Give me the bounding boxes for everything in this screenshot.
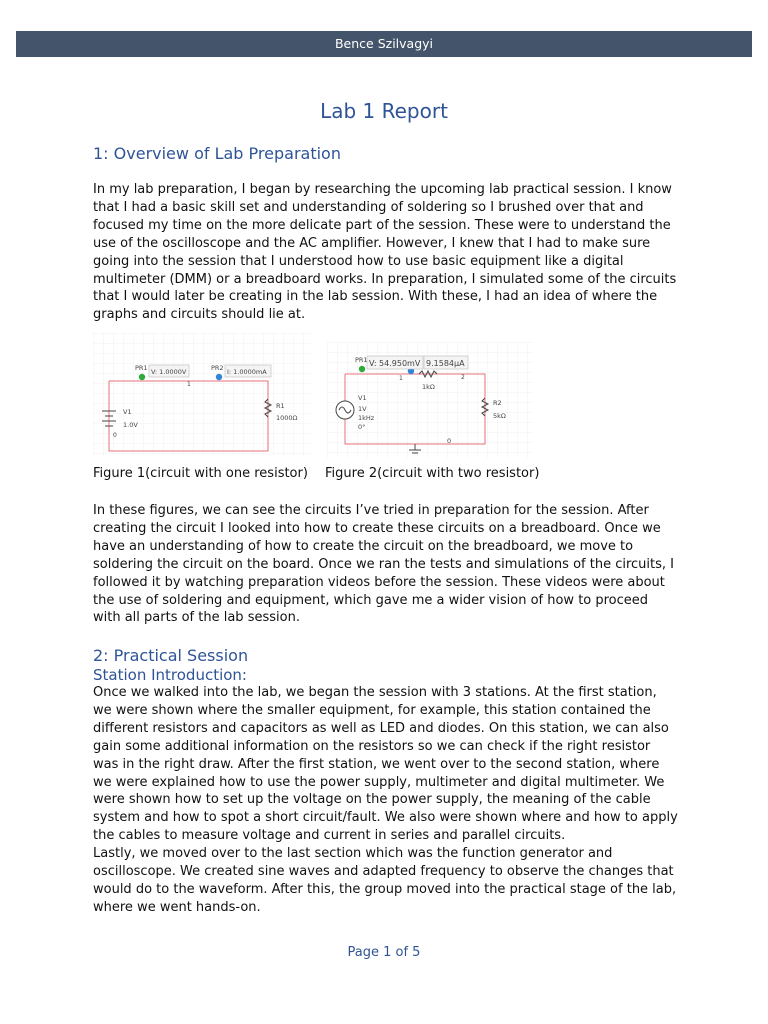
section-2-paragraph-1: Once we walked into the lab, we began the session with 3 stations. At the first station, we were shown where the smaller equipment, for example, this station contained the different resistors and capacitors as well as LED and diodes. On this station, we can also gain some additional information on the resistors so we can check if the right resistor was in the right draw. After the first station, we went over to the second station, where we were explained how to use the power supply, multimeter and digital multimeter. We were shown how to set up the voltage on the power supply, the meaning of the cable system and how to spot a short circuit/fault. We also were shown where and how to apply the cables to measure voltage and current in series and parallel circuits. bbox=[93, 685, 678, 844]
station-introduction-heading: Station Introduction: bbox=[93, 666, 247, 684]
figure-1-circuit bbox=[93, 333, 311, 455]
document-title: Lab 1 Report bbox=[320, 99, 448, 123]
figure-1-caption: Figure 1(circuit with one resistor) bbox=[93, 466, 308, 481]
fig1-node-1: 1 bbox=[187, 381, 191, 388]
section-1-paragraph-2: In these figures, we can see the circuits I’ve tried in preparation for the session. After creating the circuit I looked into how to create these circuits on a breadboard. Once we have an understanding of how to create the circuit on the breadboard, we move to soldering the circuit on the board. Once we ran the tests and simulations of the circuits, I followed it by watching preparation videos before the session. These videos were about the use of soldering and equipment, which gave me a wider vision of how to proceed with all parts of the lab session. bbox=[93, 503, 674, 626]
fig1-probe1-label: PR1 bbox=[135, 364, 148, 372]
fig1-resistor-value: 1000Ω bbox=[276, 414, 298, 422]
fig2-probe1-value: V: 54.950mV bbox=[369, 359, 421, 368]
figure-2-caption: Figure 2(circuit with two resistor) bbox=[325, 466, 540, 481]
fig2-source-label: V1 bbox=[358, 394, 367, 402]
page-header bbox=[16, 31, 752, 57]
fig2-node-2: 2 bbox=[461, 374, 465, 381]
fig2-node-1: 1 bbox=[399, 375, 403, 382]
fig2-probe2-value: 9.1584µA bbox=[426, 359, 465, 368]
fig1-source-label: V1 bbox=[123, 408, 132, 416]
fig2-source-voltage: 1V bbox=[358, 405, 367, 413]
fig2-r1-value: 1kΩ bbox=[422, 383, 435, 391]
fig2-resistor-label: R2 bbox=[493, 399, 502, 407]
fig2-resistor-value: 5kΩ bbox=[493, 412, 506, 420]
fig2-source-frequency: 1kHz bbox=[358, 414, 375, 422]
page-number: Page 1 of 5 bbox=[347, 945, 421, 960]
author-name: Bence Szilvagyi bbox=[334, 36, 434, 51]
fig1-probe2-label: PR2 bbox=[211, 364, 224, 372]
section-1-heading: 1: Overview of Lab Preparation bbox=[93, 144, 341, 163]
fig1-resistor-label: R1 bbox=[276, 402, 285, 410]
section-1-paragraph-1: In my lab preparation, I began by researching the upcoming lab practical session. I know that I had a basic skill set and understanding of soldering so I brushed over that and focused my time on the more delicate part of the session. These were to understand the use of the oscilloscope and the AC amplifier. However, I knew that I had to make sure going into the session that I understood how to use basic equipment like a digital multimeter (DMM) or a breadboard works. In preparation, I simulated some of the circuits that I would later be creating in the lab session. With these, I had an idea of where the graphs and circuits should lie at. bbox=[93, 182, 677, 323]
fig2-node-0: 0 bbox=[447, 437, 452, 445]
section-2-paragraph-2: Lastly, we moved over to the last section which was the function generator and oscilloscope. We created sine waves and adapted frequency to observe the changes that would do to the waveform. After this, the group moved into the practical stage of the lab, where we went hands-on. bbox=[93, 846, 677, 915]
section-2-heading: 2: Practical Session bbox=[93, 646, 249, 665]
fig2-probe1-label: PR1 bbox=[355, 356, 368, 364]
fig1-probe2-value: I: 1.0000mA bbox=[227, 368, 267, 376]
figure-2-circuit bbox=[327, 342, 533, 458]
fig1-node-0: 0 bbox=[113, 432, 117, 439]
fig1-source-value: 1.0V bbox=[123, 421, 138, 429]
fig2-source-phase: 0° bbox=[358, 423, 366, 431]
fig1-probe1-value: V: 1.0000V bbox=[151, 368, 187, 376]
